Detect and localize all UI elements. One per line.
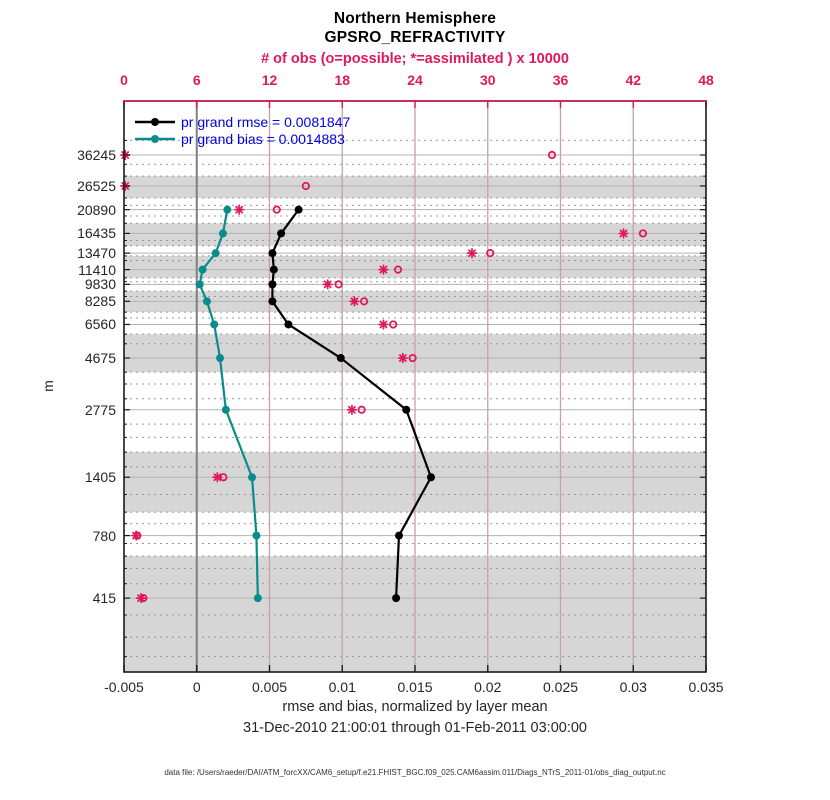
level-tick-label: 26525 <box>77 177 116 194</box>
rmse-filled-circle-marker <box>295 206 303 214</box>
obs_accent-asterisk-marker <box>137 594 146 603</box>
legend <box>134 113 350 147</box>
level-tick-label: 13470 <box>77 245 116 262</box>
legend-label-bias: pr grand bias = 0.0014883 <box>181 130 345 147</box>
obs_accent-asterisk-marker <box>323 280 332 289</box>
rmse-filled-circle-marker <box>268 297 276 305</box>
bias-filled-circle-marker <box>254 594 262 602</box>
level-tick-label: 6560 <box>84 316 116 333</box>
obs_accent-asterisk-marker <box>379 320 388 329</box>
level-tick-label: 9830 <box>84 276 116 293</box>
date-range-label: 31-Dec-2010 21:00:01 through 01-Feb-2011 03:00:00 <box>243 720 587 736</box>
bias-filled-circle-marker <box>222 406 230 414</box>
rmse-filled-circle-marker <box>268 249 276 257</box>
bottom-axis-tick-label: 0 <box>192 679 201 695</box>
bottom-axis-tick-label: 0.01 <box>328 679 356 695</box>
bias-filled-circle-marker <box>216 354 224 362</box>
bias-filled-circle-marker <box>248 473 256 481</box>
obs_accent-asterisk-marker <box>350 297 359 306</box>
top-axis-label: # of obs (o=possible; *=assimilated ) x 10000 <box>261 51 569 67</box>
rmse-filled-circle-marker <box>268 280 276 288</box>
bias-filled-circle-marker <box>203 297 211 305</box>
obs_accent-asterisk-marker <box>399 354 408 363</box>
bottom-axis-tick-label: 0.025 <box>542 679 579 695</box>
top-axis-tick-label: 18 <box>334 72 351 88</box>
top-axis-tick-label: 12 <box>261 72 278 88</box>
rmse-filled-circle-marker <box>402 406 410 414</box>
level-tick-label: 780 <box>92 527 116 544</box>
obs_accent-asterisk-marker <box>235 205 244 214</box>
level-tick-label: 8285 <box>84 293 116 310</box>
level-tick-label: 1405 <box>84 469 116 486</box>
bottom-axis-tick-label: 0.03 <box>619 679 647 695</box>
legend-row-bias <box>134 130 350 147</box>
page-title: Northern Hemisphere <box>333 10 497 27</box>
rmse-filled-circle-marker <box>277 229 285 237</box>
rmse-filled-circle-marker <box>427 473 435 481</box>
top-axis-tick-label: 6 <box>192 72 201 88</box>
obs_accent-asterisk-marker <box>379 265 388 274</box>
bias-filled-circle-marker <box>219 229 227 237</box>
rmse-line-marker-icon <box>134 116 176 128</box>
top-axis-tick-label: 48 <box>698 72 714 88</box>
bias-filled-circle-marker <box>223 206 231 214</box>
obs_accent-asterisk-marker <box>468 249 477 258</box>
bottom-axis-tick-label: 0.015 <box>397 679 433 695</box>
top-axis-tick-label: 24 <box>407 72 423 88</box>
rmse-filled-circle-marker <box>270 266 278 274</box>
top-axis-tick-label: 0 <box>120 72 128 88</box>
top-axis-tick-label: 36 <box>552 72 569 88</box>
obs_accent-asterisk-marker <box>213 473 222 482</box>
bias-filled-circle-marker <box>199 266 207 274</box>
level-tick-label: 415 <box>92 590 116 607</box>
bias-filled-circle-marker <box>196 280 204 288</box>
bottom-axis-tick-label: 0.02 <box>474 679 502 695</box>
obs_accent-asterisk-marker <box>132 531 141 540</box>
y-axis-label: m <box>40 380 56 392</box>
bias-filled-circle-marker <box>252 532 260 540</box>
level-tick-label: 2775 <box>84 401 116 418</box>
bottom-axis-tick-label: 0.005 <box>251 679 288 695</box>
top-axis-tick-label: 30 <box>479 72 496 88</box>
legend-row-rmse <box>134 113 350 130</box>
level-tick-label: 16435 <box>77 225 116 242</box>
rmse-filled-circle-marker <box>284 320 292 328</box>
bias-filled-circle-marker <box>212 249 220 257</box>
level-tick-label: 20890 <box>77 201 116 218</box>
bias-line-marker-icon <box>134 133 176 145</box>
obs_accent-asterisk-marker <box>619 229 628 238</box>
bottom-axis-tick-label: -0.005 <box>104 679 144 695</box>
page-subtitle: GPSRO_REFRACTIVITY <box>324 29 506 46</box>
rmse-filled-circle-marker <box>392 594 400 602</box>
x-axis-label: rmse and bias, normalized by layer mean <box>282 699 548 715</box>
obs_accent-asterisk-marker <box>348 405 357 414</box>
level-tick-label: 36245 <box>77 147 116 164</box>
data-file-path: data file: /Users/raeder/DAI/ATM_forcXX/CAM6_setup/f.e21.FHIST_BGC.f09_025.CAM6assim.011/Diags_NTrS_2011-01/obs_diag_output.nc <box>164 768 666 777</box>
level-tick-label: 11410 <box>78 261 116 278</box>
plot-area <box>124 101 706 672</box>
rmse-filled-circle-marker <box>395 532 403 540</box>
bias-filled-circle-marker <box>210 320 218 328</box>
legend-label-rmse: pr grand rmse = 0.0081847 <box>181 113 351 130</box>
bottom-axis-tick-label: 0.035 <box>688 679 724 695</box>
top-axis-tick-label: 42 <box>625 72 642 88</box>
rmse-filled-circle-marker <box>337 354 345 362</box>
level-tick-label: 4675 <box>84 350 116 367</box>
